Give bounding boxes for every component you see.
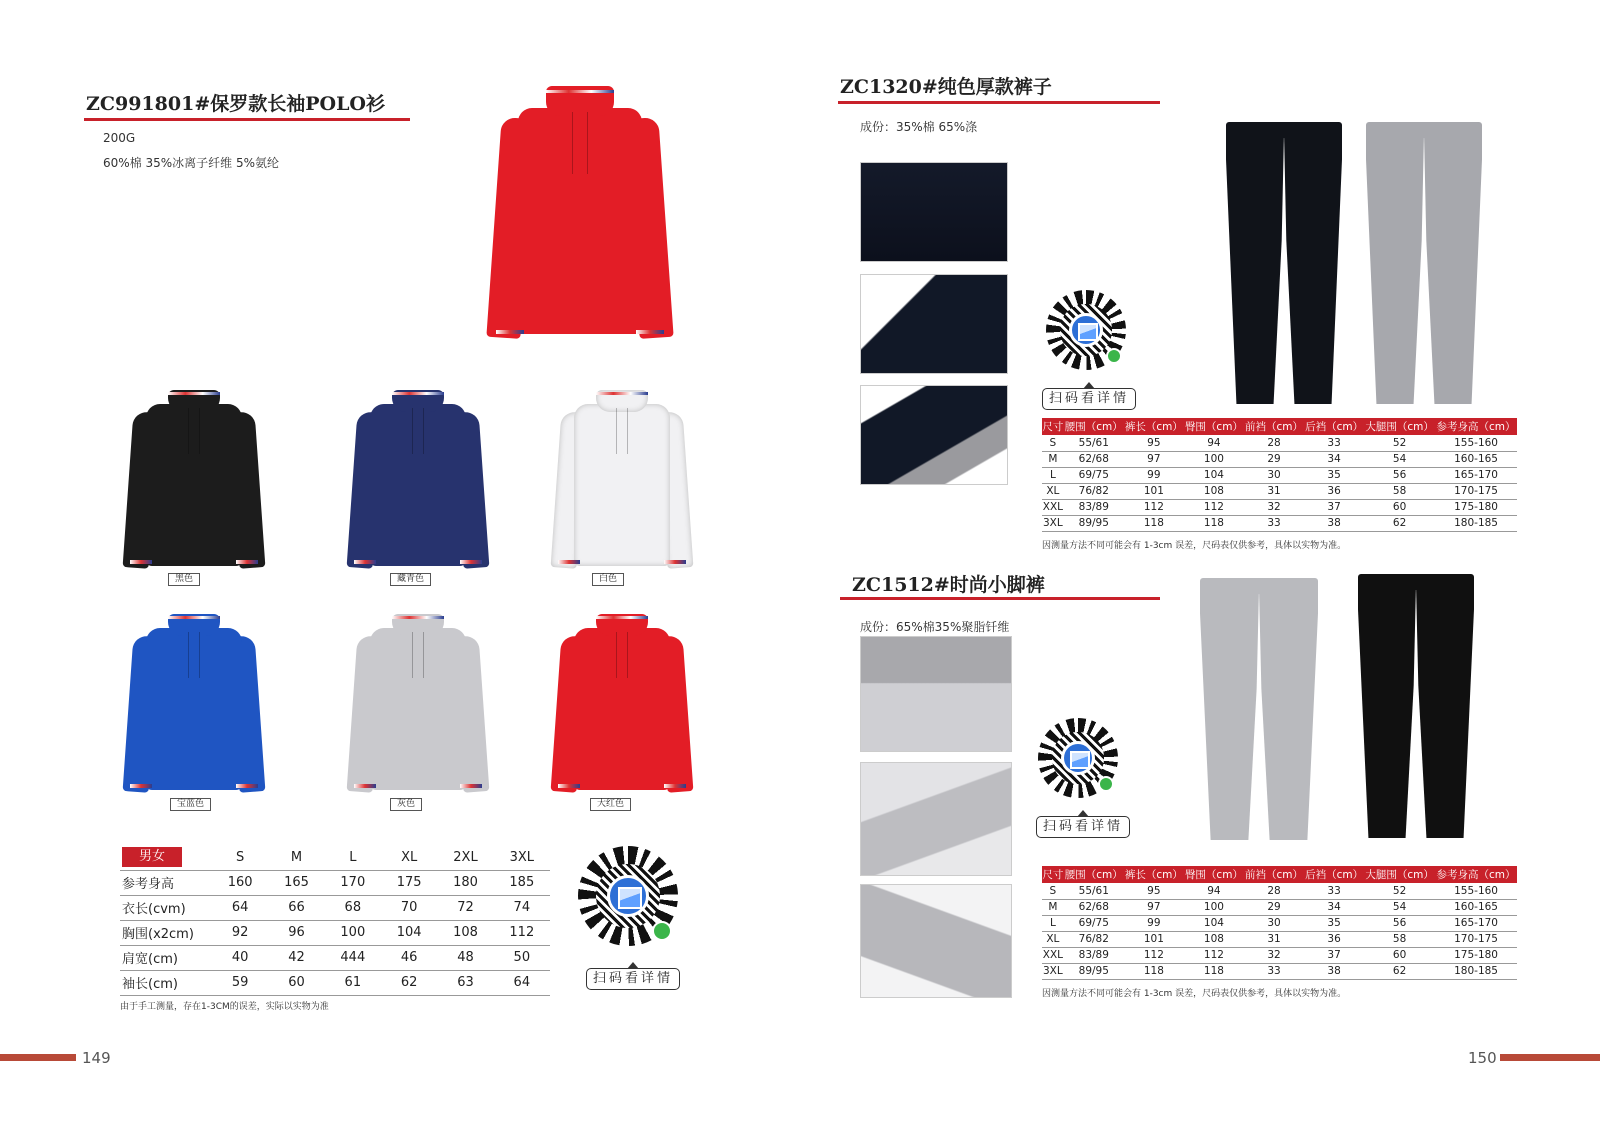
table-cell: 28 (1244, 883, 1304, 899)
polo-variant-image (348, 384, 488, 584)
table-cell: M (1042, 899, 1064, 915)
table-cell: 34 (1304, 451, 1364, 467)
table-cell: 37 (1304, 947, 1364, 963)
pants1-note: 因测量方法不同可能会有 1-3cm 误差，尺码表仅供参考，具体以实物为准。 (1042, 541, 1347, 551)
title-underline (84, 118, 410, 121)
table-cell: L (1042, 467, 1064, 483)
table-cell: 160-165 (1435, 899, 1517, 915)
polo-composition: 60%棉 35%冰离子纤维 5%氨纶 (103, 156, 280, 170)
column-header: 参考身高（cm） (1435, 866, 1517, 883)
table-cell: 101 (1124, 483, 1184, 499)
table-cell: 68 (325, 895, 381, 920)
table-cell: 165 (268, 870, 324, 895)
table-cell: 60 (268, 970, 324, 995)
table-row (120, 970, 550, 995)
polo-title: ZC991801#保罗款长袖POLO衫 (86, 93, 385, 115)
table-cell: 32 (1244, 947, 1304, 963)
gender-label: 男女 (122, 847, 182, 867)
table-cell: 62 (1364, 963, 1435, 979)
table-row (120, 945, 550, 970)
table-cell: 92 (212, 920, 268, 945)
table-cell: 62 (381, 970, 437, 995)
miniprogram-icon (652, 921, 672, 941)
black-jogger-image (1358, 574, 1474, 838)
hem-detail-photo (860, 385, 1008, 485)
table-cell: 108 (1184, 483, 1244, 499)
table-cell: 50 (494, 945, 550, 970)
table-cell: 112 (494, 920, 550, 945)
row-label: 衣长(cvm) (120, 895, 212, 920)
table-cell: 70 (381, 895, 437, 920)
table-cell: 38 (1304, 515, 1364, 531)
table-cell: 444 (325, 945, 381, 970)
table-cell: 165-170 (1435, 915, 1517, 931)
color-label: 白色 (592, 573, 624, 586)
table-row (1042, 515, 1517, 531)
polo-note: 由于手工测量，存在1-3CM的误差，实际以实物为准 (120, 1002, 329, 1012)
table-row (1042, 963, 1517, 979)
scan-label: 扫码看详情 (586, 968, 680, 990)
table-cell: 118 (1124, 515, 1184, 531)
table-cell: 94 (1184, 435, 1244, 451)
table-cell: 29 (1244, 899, 1304, 915)
table-row (1042, 483, 1517, 499)
table-cell: 33 (1244, 963, 1304, 979)
table-cell: 62 (1364, 515, 1435, 531)
row-label: 袖长(cm) (120, 970, 212, 995)
page-number-left: 149 (82, 1049, 111, 1067)
table-cell: 69/75 (1064, 915, 1124, 931)
table-cell: 58 (1364, 931, 1435, 947)
table-row (120, 895, 550, 920)
table-cell: 40 (212, 945, 268, 970)
size-header: L (325, 845, 381, 870)
pocket-detail-photo (860, 762, 1012, 876)
table-cell: 62/68 (1064, 451, 1124, 467)
table-row (1042, 883, 1517, 899)
table-row (1042, 899, 1517, 915)
table-cell: 175-180 (1435, 947, 1517, 963)
table-cell: 95 (1124, 435, 1184, 451)
color-label: 灰色 (390, 798, 422, 811)
table-cell: 94 (1184, 883, 1244, 899)
table-cell: 54 (1364, 899, 1435, 915)
table-cell: 101 (1124, 931, 1184, 947)
scan-label: 扫码看详情 (1042, 388, 1136, 410)
polo-variant-image (552, 384, 692, 584)
table-cell: 155-160 (1435, 435, 1517, 451)
table-cell: 55/61 (1064, 883, 1124, 899)
table-row (1042, 947, 1517, 963)
table-cell: 52 (1364, 435, 1435, 451)
column-header: 腰围（cm） (1064, 418, 1124, 435)
table-cell: 62/68 (1064, 899, 1124, 915)
table-cell: 74 (494, 895, 550, 920)
size-header: XL (381, 845, 437, 870)
table-row (120, 920, 550, 945)
table-cell: 180-185 (1435, 963, 1517, 979)
grey-pants-image (1366, 122, 1482, 404)
pants1-composition: 成份：35%棉 65%涤 (860, 120, 978, 134)
polo-variant-image (348, 608, 488, 808)
table-cell: 52 (1364, 883, 1435, 899)
table-cell: 64 (212, 895, 268, 920)
table-cell: 30 (1244, 915, 1304, 931)
color-label: 藏青色 (390, 573, 431, 586)
table-cell: 108 (1184, 931, 1244, 947)
table-cell: 89/95 (1064, 963, 1124, 979)
table-cell: 165-170 (1435, 467, 1517, 483)
column-header: 裤长（cm） (1124, 866, 1184, 883)
title-underline (840, 597, 1160, 600)
column-header: 臀围（cm） (1184, 866, 1244, 883)
table-cell: 31 (1244, 483, 1304, 499)
page-bar-right (1500, 1054, 1600, 1061)
table-cell: 38 (1304, 963, 1364, 979)
table-cell: 35 (1304, 915, 1364, 931)
table-cell: 64 (494, 970, 550, 995)
table-row (1042, 915, 1517, 931)
pants2-title: ZC1512#时尚小脚裤 (852, 574, 1045, 596)
table-cell: XXL (1042, 501, 1063, 513)
table-cell: 104 (1184, 915, 1244, 931)
table-cell: 33 (1304, 435, 1364, 451)
table-cell: 33 (1244, 515, 1304, 531)
cuff-detail-photo (860, 884, 1012, 998)
column-header: 前裆（cm） (1244, 866, 1304, 883)
table-row (120, 870, 550, 895)
table-cell: 112 (1184, 947, 1244, 963)
table-cell: 46 (381, 945, 437, 970)
pants2-size-table (1042, 866, 1517, 980)
column-header: 参考身高（cm） (1435, 418, 1517, 435)
column-header: 前裆（cm） (1244, 418, 1304, 435)
color-label: 宝蓝色 (170, 798, 211, 811)
table-cell: 160-165 (1435, 451, 1517, 467)
table-cell: 97 (1124, 899, 1184, 915)
table-cell: 99 (1124, 915, 1184, 931)
row-label: 胸围(x2cm) (120, 920, 212, 945)
table-cell: 104 (381, 920, 437, 945)
table-cell: 60 (1364, 499, 1435, 515)
table-cell: 61 (325, 970, 381, 995)
pants1-size-table (1042, 418, 1517, 532)
table-cell: 118 (1124, 963, 1184, 979)
pants1-title: ZC1320#纯色厚款裤子 (840, 76, 1052, 98)
qr-logo-icon (1061, 741, 1095, 775)
table-row (1042, 435, 1517, 451)
column-header: 臀围（cm） (1184, 418, 1244, 435)
table-cell: 59 (212, 970, 268, 995)
table-cell: 32 (1244, 499, 1304, 515)
table-cell: 29 (1244, 451, 1304, 467)
column-header: 尺寸 (1042, 866, 1064, 883)
header-label-cell (120, 845, 212, 870)
table-cell: 100 (1184, 451, 1244, 467)
table-cell: 155-160 (1435, 883, 1517, 899)
table-row (1042, 451, 1517, 467)
page-bar-left (0, 1054, 76, 1061)
table-cell: 76/82 (1064, 483, 1124, 499)
table-cell: 35 (1304, 467, 1364, 483)
table-cell: S (1042, 883, 1064, 899)
table-row (1042, 499, 1517, 515)
polo-variant-image (124, 384, 264, 584)
size-table-header (1042, 418, 1517, 435)
table-cell: 118 (1184, 963, 1244, 979)
table-cell: 69/75 (1064, 467, 1124, 483)
table-cell: 160 (212, 870, 268, 895)
polo-weight: 200G (103, 131, 136, 145)
polo-variant-image (124, 608, 264, 808)
size-header: 3XL (494, 845, 550, 870)
table-cell: 3XL (1043, 517, 1063, 529)
hero-polo-image (490, 80, 670, 360)
column-header: 大腿围（cm） (1364, 866, 1435, 883)
table-cell: 56 (1364, 467, 1435, 483)
table-cell: 108 (437, 920, 493, 945)
table-cell: 56 (1364, 915, 1435, 931)
table-cell: 118 (1184, 515, 1244, 531)
table-cell: 36 (1304, 931, 1364, 947)
column-header: 后裆（cm） (1304, 866, 1364, 883)
table-cell: L (1042, 915, 1064, 931)
table-cell: 72 (437, 895, 493, 920)
table-cell: 76/82 (1064, 931, 1124, 947)
column-header: 尺寸 (1042, 418, 1064, 435)
table-cell: 185 (494, 870, 550, 895)
table-cell: 175-180 (1435, 499, 1517, 515)
table-cell: 60 (1364, 947, 1435, 963)
column-header: 大腿围（cm） (1364, 418, 1435, 435)
size-header: 2XL (437, 845, 493, 870)
color-label: 大红色 (590, 798, 631, 811)
table-cell: 34 (1304, 899, 1364, 915)
table-row (1042, 467, 1517, 483)
column-header: 腰围（cm） (1064, 866, 1124, 883)
row-label: 肩宽(cm) (120, 945, 212, 970)
table-cell: 58 (1364, 483, 1435, 499)
title-underline (838, 101, 1160, 104)
size-table-header (1042, 866, 1517, 883)
miniprogram-icon (1106, 348, 1122, 364)
polo-size-table (120, 845, 550, 996)
table-cell: 170-175 (1435, 931, 1517, 947)
pants2-note: 因测量方法不同可能会有 1-3cm 误差，尺码表仅供参考，具体以实物为准。 (1042, 989, 1347, 999)
pocket-detail-photo (860, 274, 1008, 374)
waist-label-detail-photo (860, 636, 1012, 752)
table-cell: 170 (325, 870, 381, 895)
table-cell: 33 (1304, 883, 1364, 899)
table-cell: 96 (268, 920, 324, 945)
table-cell: 180 (437, 870, 493, 895)
table-cell: 54 (1364, 451, 1435, 467)
table-cell: 100 (1184, 899, 1244, 915)
table-cell: 83/89 (1064, 947, 1124, 963)
polo-variant-image (552, 608, 692, 808)
table-cell: 104 (1184, 467, 1244, 483)
table-cell: 3XL (1043, 965, 1063, 977)
size-header: S (212, 845, 268, 870)
table-cell: 89/95 (1064, 515, 1124, 531)
qr-logo-icon (1069, 313, 1103, 347)
table-cell: XL (1042, 931, 1064, 947)
table-row (1042, 931, 1517, 947)
table-cell: 100 (325, 920, 381, 945)
scan-label: 扫码看详情 (1036, 816, 1130, 838)
miniprogram-icon (1098, 776, 1114, 792)
page-number-right: 150 (1468, 1049, 1497, 1067)
table-cell: 112 (1184, 499, 1244, 515)
table-cell: 170-175 (1435, 483, 1517, 499)
qr-logo-icon (607, 875, 649, 917)
table-cell: 97 (1124, 451, 1184, 467)
column-header: 后裆（cm） (1304, 418, 1364, 435)
table-cell: 175 (381, 870, 437, 895)
table-cell: XL (1042, 483, 1064, 499)
table-cell: 37 (1304, 499, 1364, 515)
row-label: 参考身高 (120, 870, 212, 895)
size-table-header (120, 845, 550, 870)
column-header: 裤长（cm） (1124, 418, 1184, 435)
grey-jogger-image (1200, 578, 1318, 840)
table-cell: 112 (1124, 947, 1184, 963)
table-cell: 180-185 (1435, 515, 1517, 531)
table-cell: 83/89 (1064, 499, 1124, 515)
table-cell: 99 (1124, 467, 1184, 483)
table-cell: 63 (437, 970, 493, 995)
table-cell: XXL (1042, 949, 1063, 961)
color-label: 黑色 (168, 573, 200, 586)
table-cell: 31 (1244, 931, 1304, 947)
table-cell: 66 (268, 895, 324, 920)
table-cell: 28 (1244, 435, 1304, 451)
pants2-composition: 成份：65%棉35%聚脂钎维 (860, 620, 1010, 634)
table-cell: 36 (1304, 483, 1364, 499)
table-cell: 42 (268, 945, 324, 970)
table-cell: M (1042, 451, 1064, 467)
table-cell: 112 (1124, 499, 1184, 515)
table-cell: 95 (1124, 883, 1184, 899)
table-cell: 48 (437, 945, 493, 970)
size-header: M (268, 845, 324, 870)
table-cell: 30 (1244, 467, 1304, 483)
waist-detail-photo (860, 162, 1008, 262)
table-cell: 55/61 (1064, 435, 1124, 451)
black-pants-image (1226, 122, 1342, 404)
table-cell: S (1042, 435, 1064, 451)
